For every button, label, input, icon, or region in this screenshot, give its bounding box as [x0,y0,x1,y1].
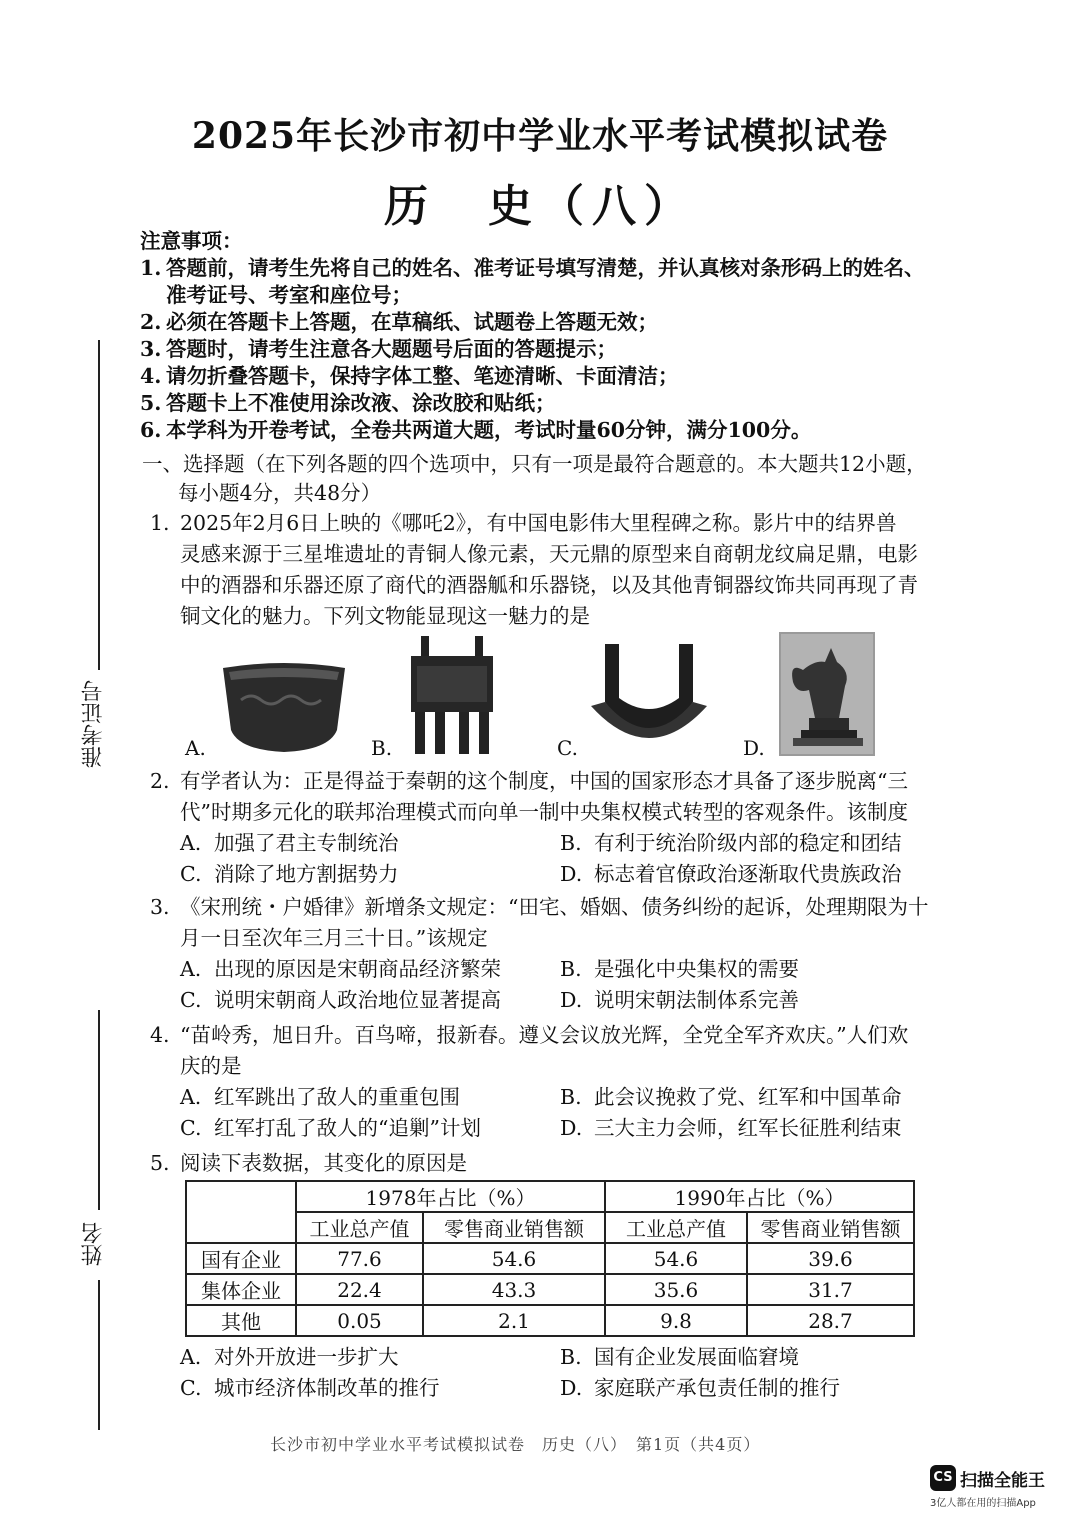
question-text: 铜文化的魅力。下列文物能显现这一魅力的是 [180,604,590,628]
option-text: 国有企业发展面临窘境 [594,1345,799,1369]
note-text: 请勿折叠答题卡，保持字体工整、笔迹清晰、卡面清洁； [166,364,679,388]
table-cell: 39.6 [747,1243,914,1274]
table-cell: 77.6 [296,1243,423,1274]
question-text: 庆的是 [180,1054,242,1078]
option-list [150,1342,940,1404]
question-text: 代”时期多元化的联邦治理模式而向单一制中央集权模式转型的客观条件。该制度 [180,800,908,824]
option-text: 此会议挽救了党、红军和中国革命 [594,1085,902,1109]
question-text: 阅读下表数据，其变化的原因是 [180,1151,467,1175]
table-header-cell: 1978年占比（%） [296,1181,605,1212]
option-b[interactable] [560,954,940,985]
option-label: C. [180,988,202,1012]
option-a[interactable] [180,1082,560,1113]
option-b[interactable] [560,828,940,859]
option-a[interactable] [180,828,560,859]
option-label: C. [180,862,202,886]
note-text: 答题时，请考生注意各大题题号后面的答题提示； [166,337,617,361]
table-header-cell: 零售商业销售额 [747,1212,914,1243]
option-label: A. [180,831,202,855]
question-number: 4. [150,1023,170,1047]
note-text: 答题前，请考生先将自己的姓名、准考证号填写清楚，并认真核对条形码上的姓名、 [166,256,925,280]
option-label: D. [560,988,583,1012]
table-row [186,1243,914,1274]
note-num: 6. [140,418,162,442]
option-label: A. [180,1085,202,1109]
bronze-sculpture-image [779,632,875,756]
option-c[interactable] [180,985,560,1016]
table-header-row [186,1181,914,1212]
option-d[interactable] [560,859,940,890]
table-row [186,1305,914,1336]
option-label: C. [180,1376,202,1400]
table-cell: 35.6 [605,1274,747,1305]
option-text: 说明宋朝法制体系完善 [594,988,799,1012]
question-text: 2025年2月6日上映的《哪吒2》，有中国电影伟大里程碑之称。影片中的结界兽 [180,511,897,535]
option-text: 加强了君主专制统治 [214,831,399,855]
note-num: 4. [140,364,162,388]
note-item [140,363,940,390]
page-subtitle: 历 史（八） [384,181,696,232]
option-a[interactable] [180,954,560,985]
option-label: D. [560,1116,583,1140]
option-text: 说明宋朝商人政治地位显著提高 [214,988,501,1012]
note-num: 5. [140,391,162,415]
table-corner-cell [186,1181,296,1243]
margin-line-mid [98,1010,100,1210]
table-header-cell: 工业总产值 [605,1212,747,1243]
scanner-tagline: 3亿人都在用的扫描App [930,1498,1036,1509]
question-number: 1. [150,511,170,535]
table-cell: 54.6 [423,1243,605,1274]
question-number: 3. [150,895,170,919]
section-heading [142,450,942,508]
option-d[interactable] [560,985,940,1016]
question-3 [150,892,940,1016]
question-text: 月一日至次年三月三十日。”该规定 [180,926,488,950]
table-cell: 其他 [186,1305,296,1336]
scanner-watermark [930,1465,1070,1509]
option-text: 消除了地方割据势力 [214,862,399,886]
option-text: 红军跳出了敌人的重重包围 [214,1085,460,1109]
bronze-nao-image [589,642,709,754]
option-text: 出现的原因是宋朝商品经济繁荣 [214,957,501,981]
table-row [186,1274,914,1305]
page-footer: 长沙市初中学业水平考试模拟试卷 历史（八） 第1页（共4页） [270,1435,761,1454]
table-cell: 54.6 [605,1243,747,1274]
data-table [185,1180,915,1337]
table-header-cell: 工业总产值 [296,1212,423,1243]
question-2 [150,766,940,890]
table-cell: 43.3 [423,1274,605,1305]
note-num: 2. [140,310,162,334]
notes-block [140,228,940,444]
option-label-d: D. [743,736,765,760]
cs-logo-icon: CS [930,1465,956,1491]
table-cell: 28.7 [747,1305,914,1336]
option-text: 城市经济体制改革的推行 [214,1376,440,1400]
note-num [140,282,166,309]
notes-heading: 注意事项： [140,229,243,253]
table-cell: 9.8 [605,1305,747,1336]
note-text: 必须在答题卡上答题，在草稿纸、试题卷上答题无效； [166,310,658,334]
option-label: A. [180,1345,202,1369]
option-c[interactable] [180,1113,560,1144]
margin-line-bottom [98,1280,100,1430]
option-d[interactable] [560,1113,940,1144]
table-header-cell: 零售商业销售额 [423,1212,605,1243]
page-title: 2025年长沙市初中学业水平考试模拟试卷 [191,115,889,157]
scanner-app-name: 扫描全能王 [960,1470,1045,1491]
question-5-options [150,1342,940,1404]
question-text: 中的酒器和乐器还原了商代的酒器觚和乐器铙，以及其他青铜器纹饰共同再现了青 [180,573,918,597]
option-label: B. [560,831,582,855]
table-subheader-row [186,1212,914,1243]
table-cell: 2.1 [423,1305,605,1336]
note-text: 本学科为开卷考试，全卷共两道大题，考试时量60分钟，满分100分。 [166,418,812,442]
table-cell: 集体企业 [186,1274,296,1305]
option-b[interactable] [560,1342,940,1373]
note-num: 1. [140,256,162,280]
option-label: C. [180,1116,202,1140]
option-list [150,828,940,890]
question-text: 灵感来源于三星堆遗址的青铜人像元素，天元鼎的原型来自商朝龙纹扁足鼎，电影 [180,542,918,566]
option-text: 红军打乱了敌人的“追剿”计划 [214,1116,481,1140]
option-d[interactable] [560,1373,940,1404]
option-text: 有利于统治阶级内部的稳定和团结 [594,831,902,855]
section-line: 一、选择题（在下列各题的四个选项中，只有一项是最符合题意的。本大题共12小题， [142,452,927,476]
table-cell: 22.4 [296,1274,423,1305]
note-text: 准考证号、考室和座位号； [166,283,412,307]
note-text: 答题卡上不准使用涂改液、涂改胶和贴纸； [166,391,556,415]
name-label: 姓名 [81,1222,106,1266]
table-cell: 31.7 [747,1274,914,1305]
note-num: 3. [140,337,162,361]
option-text: 标志着官僚政治逐渐取代贵族政治 [594,862,902,886]
note-item [140,390,940,417]
option-list [150,1082,940,1144]
option-text: 对外开放进一步扩大 [214,1345,399,1369]
option-label: D. [560,1376,583,1400]
question-text: 有学者认为：正是得益于秦朝的这个制度，中国的国家形态才具备了逐步脱离“三 [180,769,908,793]
note-item [140,309,940,336]
option-label: B. [560,957,582,981]
option-c[interactable] [180,1373,560,1404]
option-a[interactable] [180,1342,560,1373]
table-cell: 0.05 [296,1305,423,1336]
option-label: D. [560,862,583,886]
question-4 [150,1020,940,1144]
note-item [140,336,940,363]
note-item [140,282,940,309]
option-label: B. [560,1345,582,1369]
question-text: 《宋刑统・户婚律》新增条文规定：“田宅、婚姻、债务纠纷的起诉，处理期限为十 [180,895,929,919]
option-b[interactable] [560,1082,940,1113]
margin-line-top [98,340,100,670]
section-line: 每小题4分，共48分） [178,481,382,505]
option-text: 家庭联产承包责任制的推行 [594,1376,840,1400]
option-list [150,954,940,1016]
table-cell: 国有企业 [186,1243,296,1274]
option-text: 三大主力会师，红军长征胜利结束 [594,1116,902,1140]
option-label-b: B. [371,736,393,760]
bronze-vessel-image [219,660,349,754]
note-item [140,255,940,282]
question-1 [150,508,940,632]
square-ding-image [407,636,497,754]
option-text: 是强化中央集权的需要 [594,957,799,981]
option-c[interactable] [180,859,560,890]
option-label-c: C. [557,736,578,760]
table-header-cell: 1990年占比（%） [605,1181,914,1212]
question-5 [150,1148,940,1179]
exam-id-label: 准考证号 [81,680,106,768]
question-number: 2. [150,769,170,793]
question-text: “苗岭秀，旭日升。百鸟啼，报新春。遵义会议放光辉，全党全军齐欢庆。”人们欢 [180,1023,909,1047]
question-number: 5. [150,1151,170,1175]
option-label: A. [180,957,202,981]
artifact-images [185,632,925,762]
note-item [140,417,940,444]
option-label: B. [560,1085,582,1109]
option-label-a: A. [185,736,206,760]
